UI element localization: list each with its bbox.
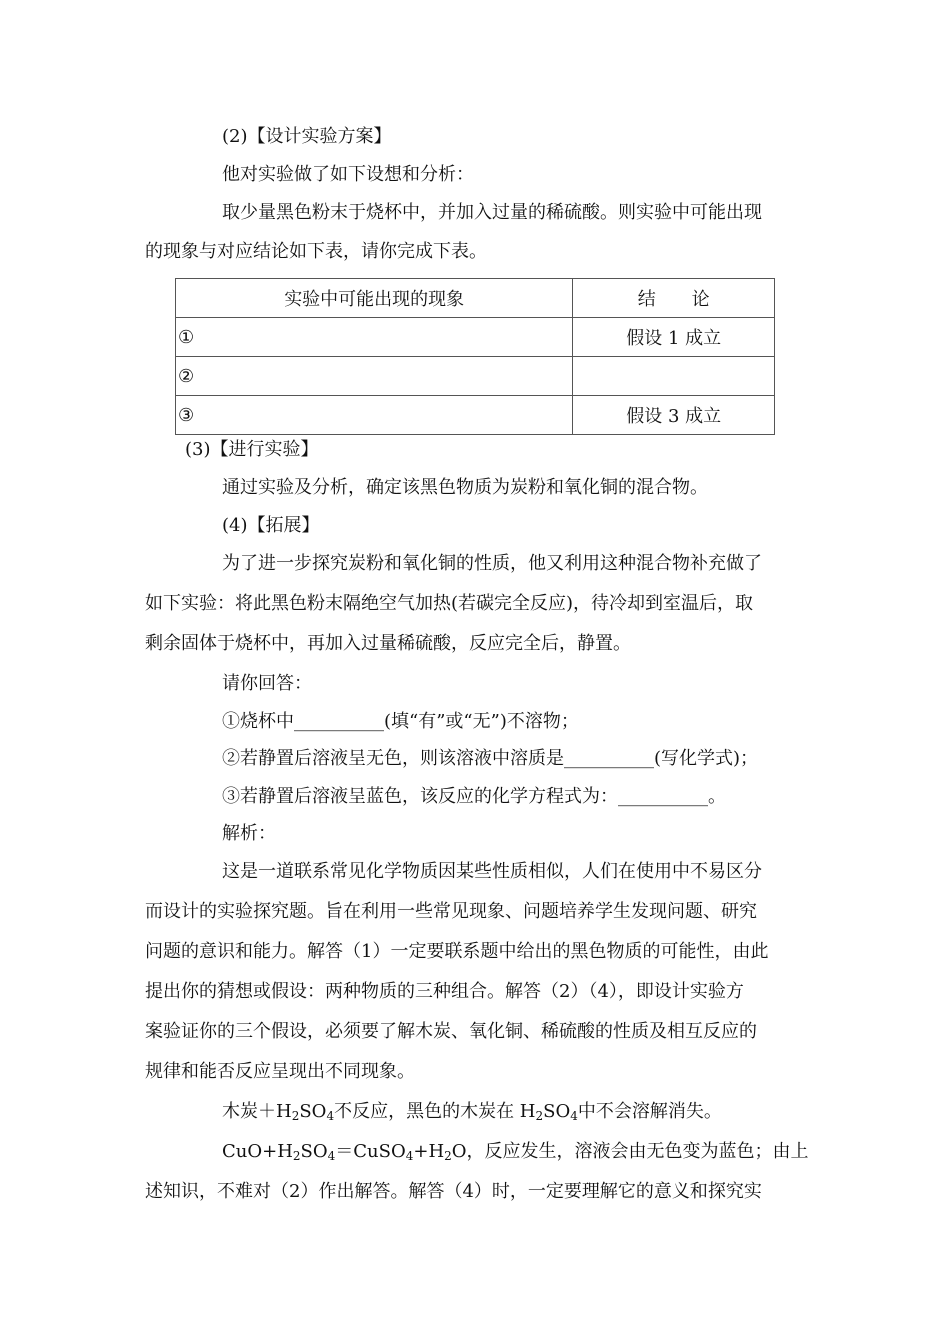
table-row xyxy=(176,318,775,357)
row-mark: ② xyxy=(176,357,573,396)
eq-text: 不反应，黑色的木炭在 H xyxy=(334,1101,536,1122)
eq-text: SO xyxy=(299,1101,327,1122)
question-1: ①烧杯中__________(填“有”或“无”)不溶物； xyxy=(222,711,579,732)
table-row xyxy=(176,396,775,435)
row-conclusion xyxy=(573,357,775,396)
eq-text: CuO+H xyxy=(222,1141,293,1162)
table-header-row xyxy=(176,279,775,318)
analysis-line: 而设计的实验探究题。旨在利用一些常见现象、问题培养学生发现问题、研究 xyxy=(145,901,757,922)
row-conclusion: 假设 3 成立 xyxy=(573,396,775,435)
eq-text: 木炭＋H xyxy=(222,1101,292,1122)
analysis-line: 规律和能否反应呈现出不同现象。 xyxy=(145,1061,415,1082)
section2-heading: (2)【设计实验方案】 xyxy=(222,126,392,147)
section3-heading: (3)【进行实验】 xyxy=(185,439,319,460)
eq-subscript: 2 xyxy=(291,1109,300,1123)
header-conclusion: 结 论 xyxy=(573,279,775,318)
phenomenon-conclusion-table xyxy=(175,278,775,435)
analysis-line: 问题的意识和能力。解答（1）一定要联系题中给出的黑色物质的可能性，由此 xyxy=(145,941,769,962)
eq-subscript: 4 xyxy=(327,1149,336,1163)
row-mark: ③ xyxy=(176,396,573,435)
equation-line-1 xyxy=(222,1100,722,1128)
eq-subscript: 2 xyxy=(535,1109,544,1123)
section4-heading: (4)【拓展】 xyxy=(222,515,320,536)
eq-text: O，反应发生，溶液会由无色变为蓝色；由上 xyxy=(451,1141,809,1162)
row-mark: ① xyxy=(176,318,573,357)
answer-prompt: 请你回答： xyxy=(222,673,312,694)
section2-paragraph-line: 取少量黑色粉末于烧杯中，并加入过量的稀硫酸。则实验中可能出现 xyxy=(222,202,762,223)
question-3: ③若静置后溶液呈蓝色，该反应的化学方程式为：__________。 xyxy=(222,786,726,807)
equation-line-2 xyxy=(222,1140,809,1168)
section4-paragraph-line: 为了进一步探究炭粉和氧化铜的性质，他又利用这种混合物补充做了 xyxy=(222,553,762,574)
eq-subscript: 4 xyxy=(405,1149,414,1163)
analysis-line: 提出你的猜想或假设：两种物质的三种组合。解答（2）（4），即设计实验方 xyxy=(145,981,744,1002)
eq-subscript: 2 xyxy=(292,1149,301,1163)
eq-text: 中不会溶解消失。 xyxy=(577,1101,722,1122)
question-2: ②若静置后溶液呈无色，则该溶液中溶质是__________(写化学式)； xyxy=(222,748,759,769)
table-row xyxy=(176,357,775,396)
eq-text: SO xyxy=(300,1141,328,1162)
section2-intro: 他对实验做了如下设想和分析： xyxy=(222,164,474,185)
row-conclusion: 假设 1 成立 xyxy=(573,318,775,357)
section4-paragraph-line: 剩余固体于烧杯中，再加入过量稀硫酸，反应完全后，静置。 xyxy=(145,633,631,654)
analysis-line: 述知识，不难对（2）作出解答。解答（4）时，一定要理解它的意义和探究实 xyxy=(145,1181,762,1202)
eq-text: ＝CuSO xyxy=(335,1141,406,1162)
section2-paragraph-line: 的现象与对应结论如下表，请你完成下表。 xyxy=(145,241,487,262)
analysis-label: 解析： xyxy=(222,823,276,844)
header-phenomenon: 实验中可能出现的现象 xyxy=(176,279,573,318)
eq-text: +H xyxy=(413,1141,445,1162)
eq-subscript: 4 xyxy=(570,1109,578,1123)
section4-paragraph-line: 如下实验：将此黑色粉末隔绝空气加热(若碳完全反应)，待冷却到室温后，取 xyxy=(145,593,754,614)
analysis-line: 这是一道联系常见化学物质因某些性质相似，人们在使用中不易区分 xyxy=(222,861,762,882)
section3-text: 通过实验及分析，确定该黑色物质为炭粉和氧化铜的混合物。 xyxy=(222,477,708,498)
eq-subscript: 4 xyxy=(326,1109,335,1123)
eq-text: SO xyxy=(543,1101,571,1122)
analysis-line: 案验证你的三个假设，必须要了解木炭、氧化铜、稀硫酸的性质及相互反应的 xyxy=(145,1021,757,1042)
eq-subscript: 2 xyxy=(444,1149,452,1163)
